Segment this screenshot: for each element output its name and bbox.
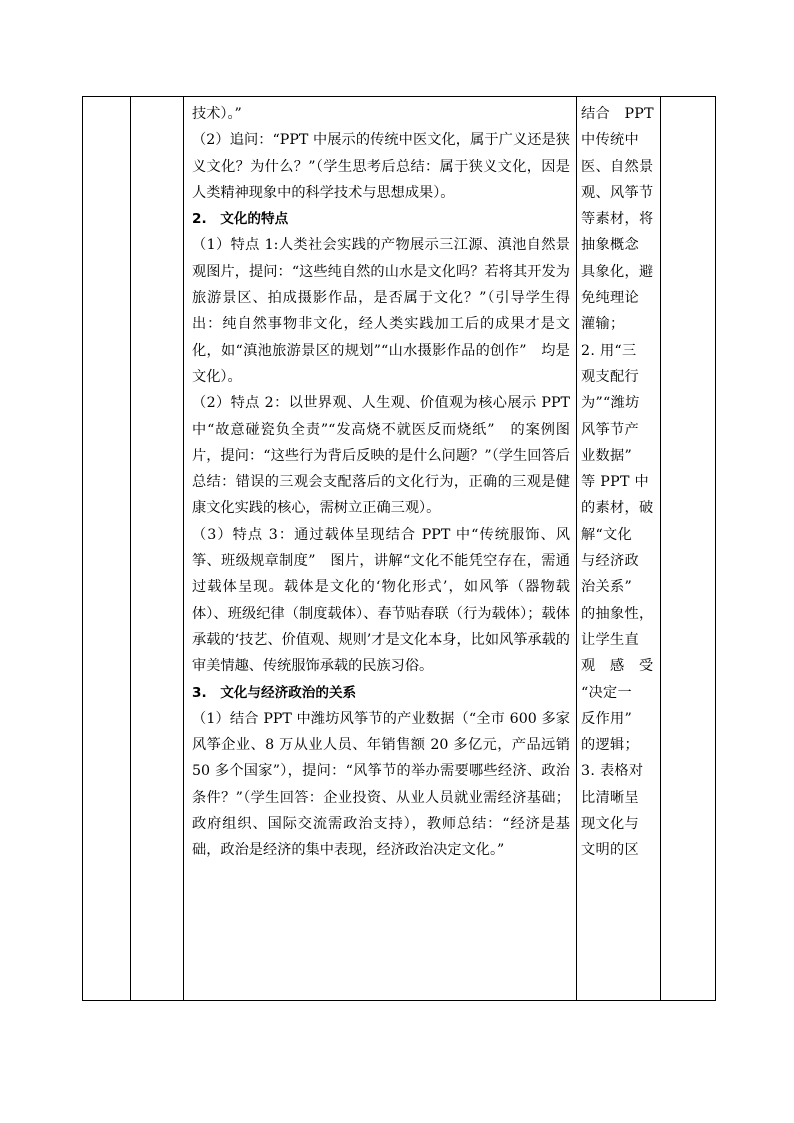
design-intent-line: 抽象概念 [581, 237, 639, 254]
design-intent-line: 免纯理论 [581, 290, 639, 307]
design-intent-line: 治关系” [581, 579, 633, 596]
design-intent-line: 具象化，避 [581, 263, 654, 280]
paragraph: 技术）。” [192, 106, 242, 122]
paragraph: （2）追问：“PPT 中展示的传统中医文化，属于广义还是狭义文化？为什么？”（学生思考后总结：属于狭义文化，因是人类精神现象中的科学技术与思想成果）。 [192, 132, 570, 201]
design-intent-line: 比清晰呈 [581, 789, 639, 806]
design-intent-line: 等素材，将 [581, 211, 654, 228]
paragraph: （3）特点 3：通过载体呈现结合 PPT 中“传统服饰、风筝、班级规章制度” 图片，讲解“文化不能凭空存在，需通过载体呈现。载体是文化的‘物化形式’，如风筝（器物载体）、班级纪律（制度载体）、春节贴春联（行为载体）；载体承载的‘技艺、价值观、规则’才是文化本身，比如风筝承载的审美情趣、传统服饰承载的民族习俗。 [192, 526, 570, 675]
design-intent-line: 与经济政 [581, 553, 639, 570]
paragraph: （2）特点 2：以世界观、人生观、价值观为核心展示 PPT 中“故意碰瓷负全责”“发高烧不就医反而烧纸” 的案例图片，提问：“这些行为背后反映的是什么问题？”（学生回答后总结：错误的三观会支配落后的文化行为，正确的三观是健康文化实践的核心，需树立正确三观）。 [192, 395, 570, 517]
design-intent-line: 反作用” [581, 710, 633, 727]
design-intent-line: 观支配行 [581, 368, 639, 385]
table-row [83, 97, 716, 1001]
design-intent-line: 业数据” [581, 447, 633, 464]
section-heading: 2. 文化的特点 [192, 211, 289, 228]
design-intent-line: 为”“潍坊 [581, 395, 640, 412]
design-intent-line: 解“文化 [581, 526, 633, 543]
design-intent-line: 观、风筝节 [581, 184, 654, 201]
design-intent-line: 的逻辑； [581, 737, 639, 754]
design-intent-line: 观 感 受 [581, 658, 654, 675]
design-intent-line: 灌输； [581, 316, 625, 333]
design-intent-content [577, 97, 660, 864]
design-intent-line: 的素材，破 [581, 500, 654, 517]
design-intent-line: 的抽象性， [581, 605, 654, 622]
teaching-process-content [184, 97, 576, 864]
design-intent-line: 结合 PPT [581, 106, 654, 122]
design-intent-line: 现文化与 [581, 816, 639, 833]
section-cell [83, 97, 131, 1001]
lesson-plan-table [82, 96, 716, 1001]
design-intent-line: 3. 表格对 [581, 763, 644, 780]
design-intent-line: 风筝节产 [581, 421, 639, 438]
design-intent-line: “决定一 [581, 684, 633, 701]
design-intent-cell [577, 97, 661, 1001]
design-intent-line: 等 PPT 中 [581, 474, 650, 491]
paragraph: （1）结合 PPT 中潍坊风筝节的产业数据（“全市 600 多家风筝企业、8 万从业人员、年销售额 20 多亿元，产品远销 50 多个国家”），提问：“风筝节的举办需要哪些经济、政治条件？”（学生回答：企业投资、从业人员就业需经济基础；政府组织、国际交流需政治支持），教师总结：“经济是基础，政治是经济的集中表现，经济政治决定文化。” [192, 710, 570, 859]
design-intent-line: 医、自然景 [581, 158, 654, 175]
design-intent-line: 文明的区 [581, 842, 639, 859]
design-intent-line: 2. 用“三 [581, 342, 637, 359]
stage-cell [131, 97, 184, 1001]
teaching-process-cell [184, 97, 577, 1001]
paragraph: （1）特点 1:人类社会实践的产物展示三江源、滇池自然景观图片，提问：“这些纯自然的山水是文化吗？若将其开发为旅游景区、拍成摄影作品，是否属于文化？”（引导学生得出：纯自然事物非文化，经人类实践加工后的成果才是文化，如“滇池旅游景区的规划”“山水摄影作品的创作” 均是文化）。 [192, 237, 570, 385]
design-intent-line: 让学生直 [581, 631, 639, 648]
section-heading: 3. 文化与经济政治的关系 [192, 684, 357, 701]
notes-cell [661, 97, 716, 1001]
design-intent-line: 中传统中 [581, 132, 639, 149]
